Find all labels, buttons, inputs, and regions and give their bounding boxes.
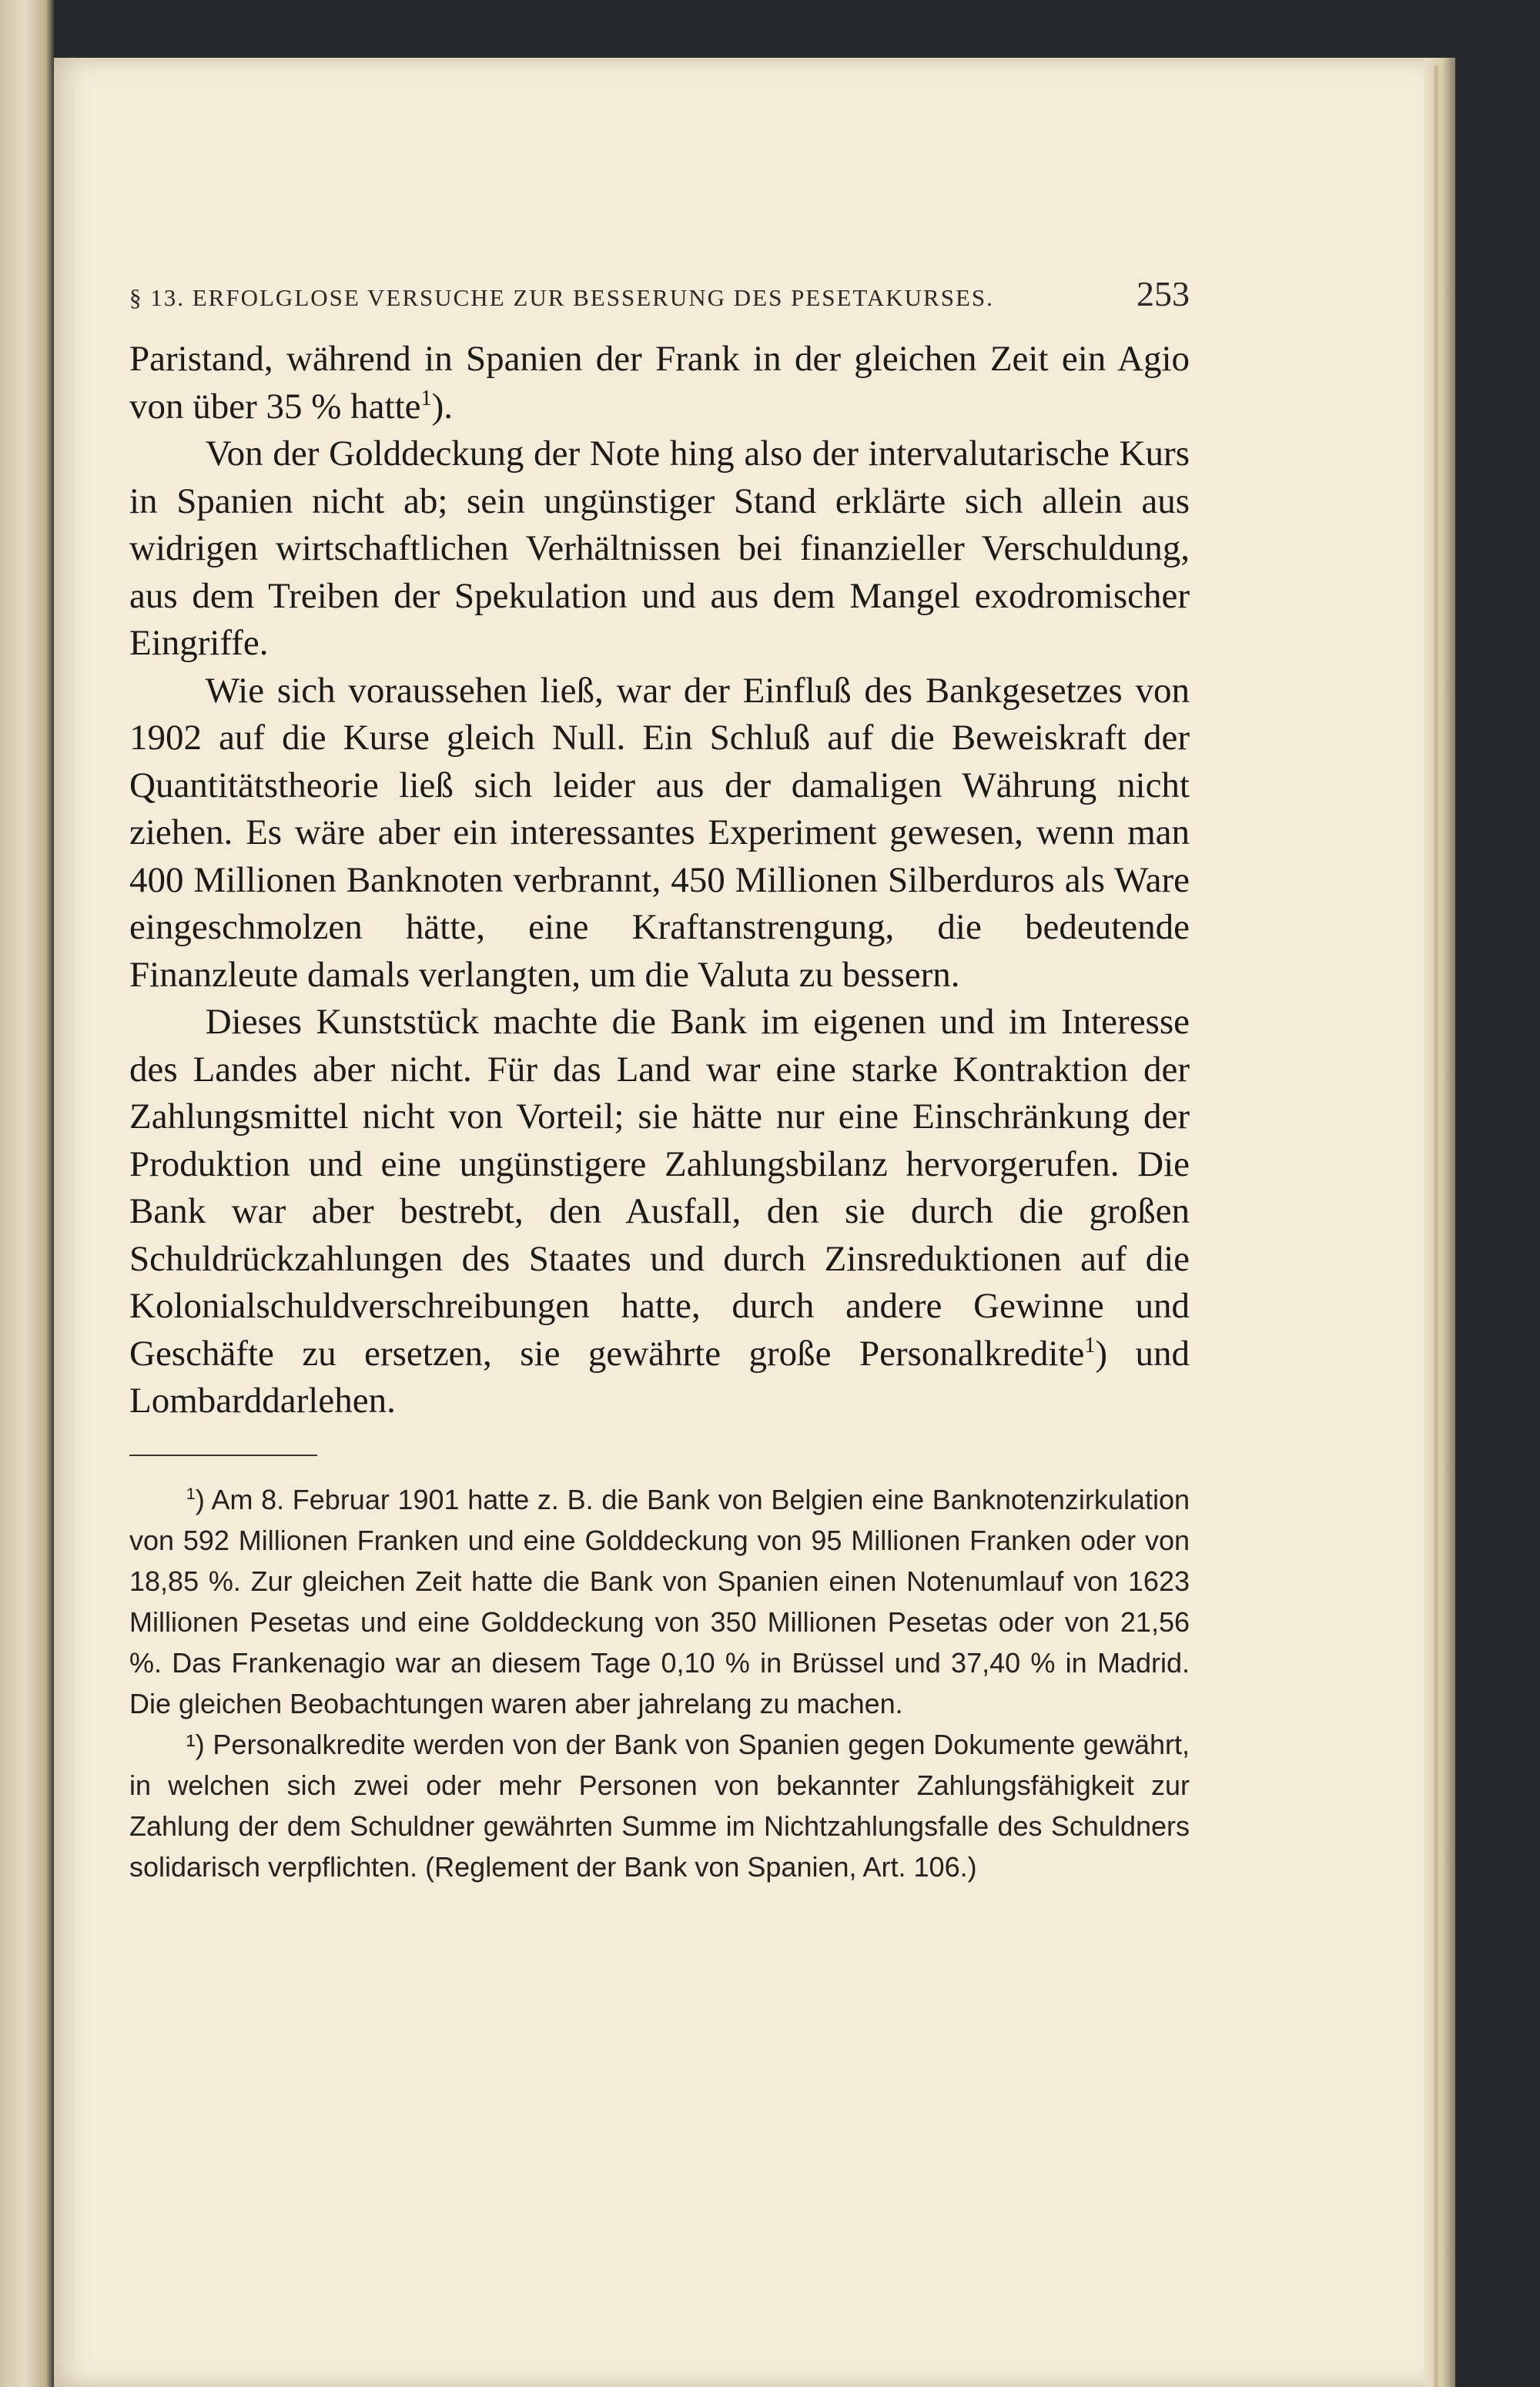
footnote-ref-2: 1 (1084, 1333, 1096, 1358)
footnote-2: ¹) Personalkredite werden von der Bank von Spanien gegen Dokumente gewährt, in welchen sich zwei oder mehr Personen von bekannter Zahlungsfähigkeit zur Zahlung der dem Schuldner gewährten Summe im Nichtzahlungsfalle des Schuldners solidarisch verpflichten. (Reglement der Bank von Spanien, Art. 106.) (129, 1728, 1190, 1883)
page-stack-edge (1424, 58, 1455, 2387)
paragraph-4 (129, 999, 1190, 1425)
footnote-ref-1: 1 (420, 386, 432, 410)
page-number: 253 (1137, 274, 1190, 313)
paragraph-4-end: ) und Lombarddarlehen. (129, 1333, 1190, 1421)
paragraph-1 (129, 336, 1190, 430)
footnote-1-mark: 1 (186, 1483, 196, 1503)
footnote-1 (129, 1479, 1190, 1724)
paragraph-4-text: Dieses Kunststück machte die Bank im eigenen und im Interesse des Landes aber nicht. Für das Land war eine starke Kontraktion der Zahlungsmittel nicht von Vorteil; sie hätte nur eine Einschränkung der Produktion und eine ungünstigere Zahlungsbilanz hervorgerufen. Die Bank war aber bestrebt, den Ausfall, den sie durch die großen Schuldrückzahlungen des Staates und durch Zinsreduktionen auf die Kolonialschuldverschreibungen hatte, durch andere Gewinne und Geschäfte zu ersetzen, sie gewährte große Personalkredite (129, 1002, 1190, 1374)
paragraph-2: Von der Golddeckung der Note hing also der intervalutarische Kurs in Spanien nicht ab; sein ungünstiger Stand erklärte sich allein aus widrigen wirtschaftlichen Verhältnissen bei finanzieller Verschuldung, aus dem Treiben der Spekulation und aus dem Mangel exodromischer Eingriffe. (129, 434, 1190, 663)
running-header-title: § 13. ERFOLGLOSE VERSUCHE ZUR BESSERUNG DES PESETAKURSES. (129, 284, 994, 311)
running-header (129, 273, 1190, 314)
paragraph-1-text: Paristand, während in Spanien der Frank in der gleichen Zeit ein Agio von über 35 % hatte (129, 339, 1190, 427)
footnotes (129, 1479, 1190, 1887)
body-text (129, 336, 1190, 1425)
paragraph-3: Wie sich voraussehen ließ, war der Einfluß des Bankgesetzes von 1902 auf die Kurse gleich Null. Ein Schluß auf die Beweiskraft der Quantitätstheorie ließ sich leider aus der damaligen Währung nicht ziehen. Es wäre aber ein interessantes Experiment gewesen, wenn man 400 Millionen Banknoten verbrannt, 450 Millionen Silberduros als Ware eingeschmolzen hätte, eine Kraftanstrengung, die bedeutende Finanzleute damals verlangten, um die Valuta zu bessern. (129, 670, 1190, 995)
paragraph-1-end: ). (431, 386, 454, 427)
footnote-divider (129, 1455, 317, 1456)
page-stack-line (1434, 65, 1438, 2387)
footnote-1-text: ) Am 8. Februar 1901 hatte z. B. die Bank von Belgien eine Banknotenzirkulation von 592 Millionen Franken und eine Golddeckung von 95 Millionen Franken oder von 18,85 %. Zur gleichen Zeit hatte die Bank von Spanien einen Notenumlauf von 1623 Millionen Pesetas und eine Golddeckung von 350 Millionen Pesetas oder von 21,56 %. Das Frankenagio war an diesem Tage 0,10 % in Brüssel und 37,40 % in Madrid. Die gleichen Beobachtungen waren aber jahrelang zu machen. (129, 1483, 1190, 1719)
page-content (129, 273, 1190, 1887)
facing-page-edge (0, 0, 54, 2387)
